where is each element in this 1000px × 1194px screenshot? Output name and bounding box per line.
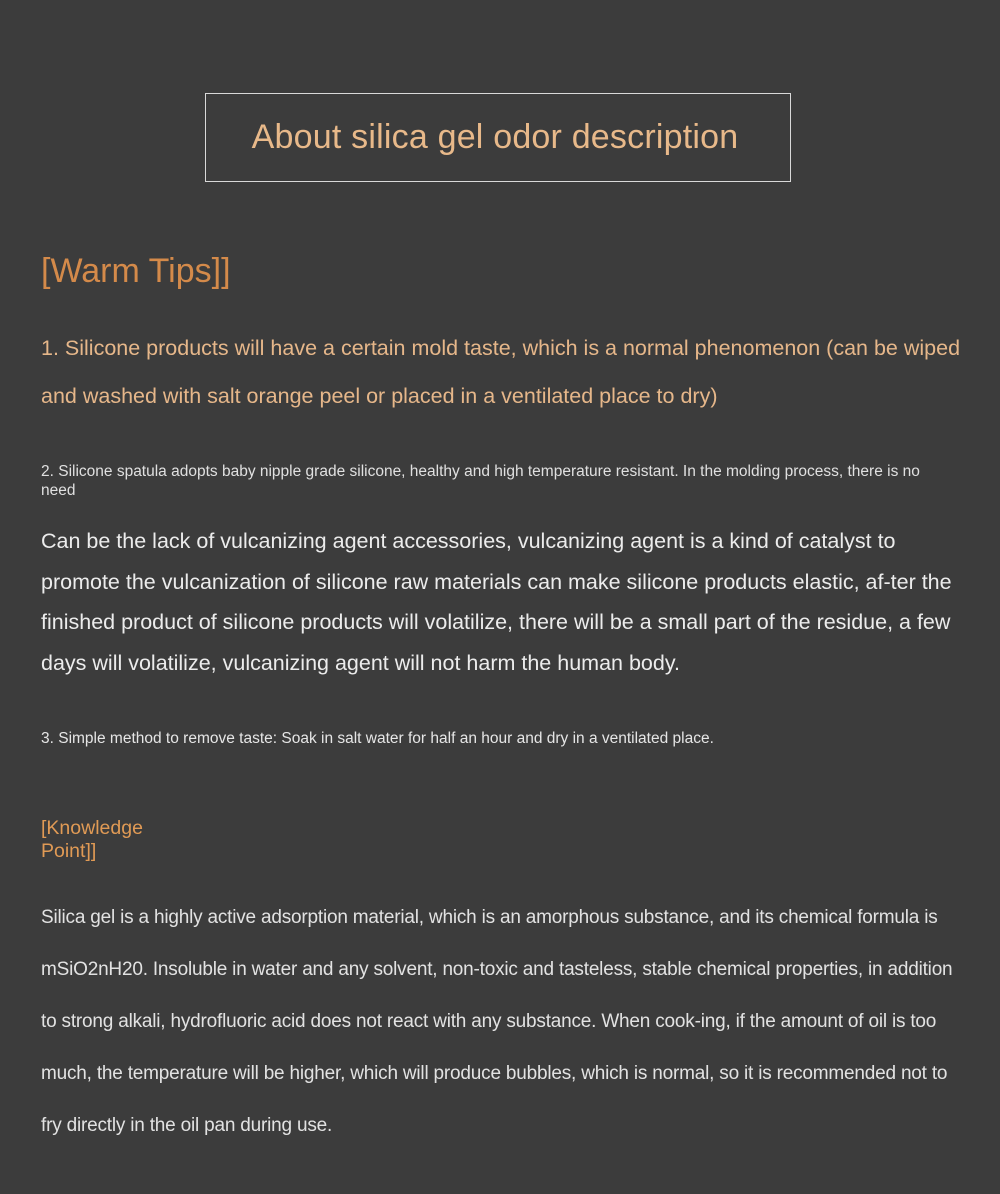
tip-2-body: Can be the lack of vulcanizing agent accessories, vulcanizing agent is a kind of catalyst to promote the vulcanization of silicone raw materials can make silicone products elastic, af-ter the finished product of silicone products will volatilize, there will be a small part of the residue, a few days will volatilize, vulcanizing agent will not harm the human body. [41,529,952,675]
knowledge-point-heading: [Knowledge Point]] [41,817,143,862]
tip-2-intro: 2. Silicone spatula adopts baby nipple grade silicone, healthy and high temperature resistant. In the molding process, there is no need [41,463,920,499]
tip-1: 1. Silicone products will have a certain mold taste, which is a normal phenomenon (can be wiped and washed with salt orange peel or placed in a ventilated place to dry) [41,336,961,408]
page-title: About silica gel odor description [251,118,739,156]
tip-3: 3. Simple method to remove taste: Soak in salt water for half an hour and dry in a ventilated place. [41,730,714,747]
warm-tips-heading: [Warm Tips]] [41,252,231,290]
knowledge-point-body: Silica gel is a highly active adsorption material, which is an amorphous substance, and its chemical formula is mSiO2nH20. Insoluble in water and any solvent, non-toxic and tasteless, stable chemical properties, in addition to strong alkali, hydrofluoric acid does not react with any substance. When cook-ing, if the amount of oil is too much, the temperature will be higher, which will produce bubbles, which is normal, so it is recommended not to fry directly in the oil pan during use. [41,907,953,1136]
title-frame [205,93,791,182]
